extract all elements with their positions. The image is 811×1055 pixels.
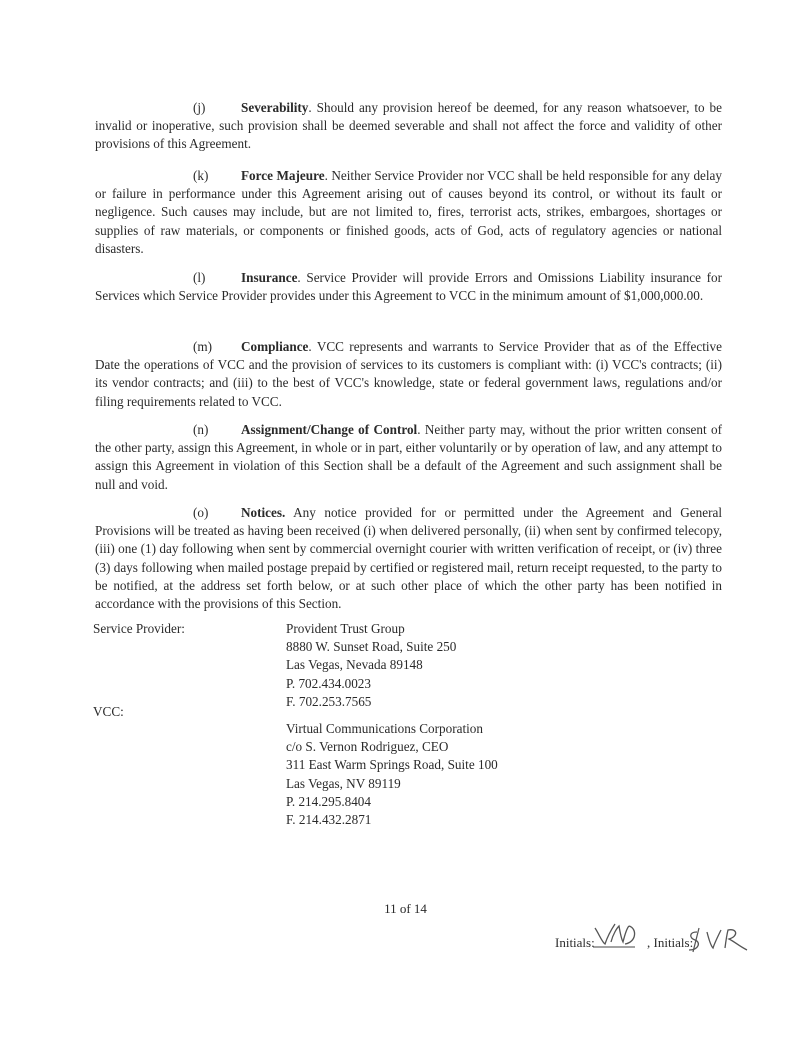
initials-block [555, 918, 755, 958]
address-line: F. 702.253.7565 [286, 693, 372, 709]
section-n-assignment [95, 421, 722, 494]
initials-label-1: Initials: [555, 935, 595, 950]
service-provider-label: Service Provider: [93, 621, 185, 636]
section-heading: Assignment/Change of Control [241, 422, 418, 437]
vcc-label: VCC: [93, 704, 124, 719]
section-heading: Insurance [241, 270, 298, 285]
section-text: . Should any provision hereof be deemed, for any reason whatsoever, to be invalid or inoperative, such provision shall be deemed severable and shall not affect the force and validity of other provisions of this Agreement. [95, 100, 722, 152]
section-text: . Neither party may, without the prior written consent of the other party, assign this Agreement, in whole or in part, either voluntarily or by operation of law, and any attempt to assign this Agreement in violation of this Section shall be a default of the Agreement and such assignment shall be null and void. [95, 422, 722, 492]
section-text: . VCC represents and warrants to Service Provider that as of the Effective Date the operations of VCC and the provision of services to its customers is compliant with: (i) VCC's contracts; (ii) its vendor contracts; and (iii) to the best of VCC's knowledge, state or federal government laws, regulations and/or filing requirements related to VCC. [95, 339, 722, 409]
service-provider-address [286, 620, 456, 711]
section-text: . Service Provider will provide Errors and Omissions Liability insurance for Services which Service Provider provides under this Agreement to VCC in the minimum amount of $1,000,000.00. [95, 270, 722, 304]
section-heading: Force Majeure [241, 168, 325, 183]
section-number: (l) [193, 270, 206, 285]
address-line: Las Vegas, NV 89119 [286, 775, 401, 791]
section-heading: Severability [241, 100, 309, 115]
address-line: c/o S. Vernon Rodriguez, CEO [286, 739, 449, 755]
section-number: (n) [193, 422, 209, 437]
section-o-notices [95, 504, 722, 613]
address-line: P. 702.434.0023 [286, 675, 371, 691]
section-heading: Notices. [241, 505, 286, 520]
section-number: (j) [193, 100, 206, 115]
initials-signature-2 [685, 926, 749, 954]
section-text: Any notice provided for or permitted under the Agreement and General Provisions will be treated as having been received (i) when delivered personally, (ii) when sent by confirmed telecopy, (iii) one (1) day following when sent by commercial overnight courier with written verification of receipt, or (iv) three (3) days following when mailed postage prepaid by certified or registered mail, return receipt requested, to the party to be notified, at the address set forth below, or at such other place of which the other party has been notified in accordance with the provisions of this Section. [95, 505, 722, 612]
address-line: 8880 W. Sunset Road, Suite 250 [286, 639, 457, 655]
initials-signature-1 [593, 920, 639, 950]
section-l-insurance [95, 269, 722, 305]
section-number: (k) [193, 168, 209, 183]
address-line: Provident Trust Group [286, 621, 405, 636]
section-k-force-majeure [95, 167, 722, 258]
section-text: . Neither Service Provider nor VCC shall be held responsible for any delay or failure in performance under this Agreement arising out of causes beyond its control, or without its fault or negligence. Such causes may include, but are not limited to, fires, terrorist acts, strikes, embargoes, shortages or supplies of raw materials, or components or finished goods, acts of God, acts of regulatory agencies or national disasters. [95, 168, 723, 256]
section-m-compliance [95, 338, 722, 411]
section-heading: Compliance [241, 339, 309, 354]
section-j-severability [95, 99, 722, 154]
section-number: (o) [193, 505, 209, 520]
vcc-address [286, 720, 498, 829]
initials-label-2: , Initials: [647, 935, 694, 950]
address-line: Virtual Communications Corporation [286, 721, 483, 736]
address-line: 311 East Warm Springs Road, Suite 100 [286, 757, 498, 773]
address-line: F. 214.432.2871 [286, 812, 372, 828]
page-number: 11 of 14 [384, 901, 427, 916]
address-line: Las Vegas, Nevada 89148 [286, 657, 423, 673]
section-number: (m) [193, 339, 213, 354]
address-line: P. 214.295.8404 [286, 793, 371, 809]
